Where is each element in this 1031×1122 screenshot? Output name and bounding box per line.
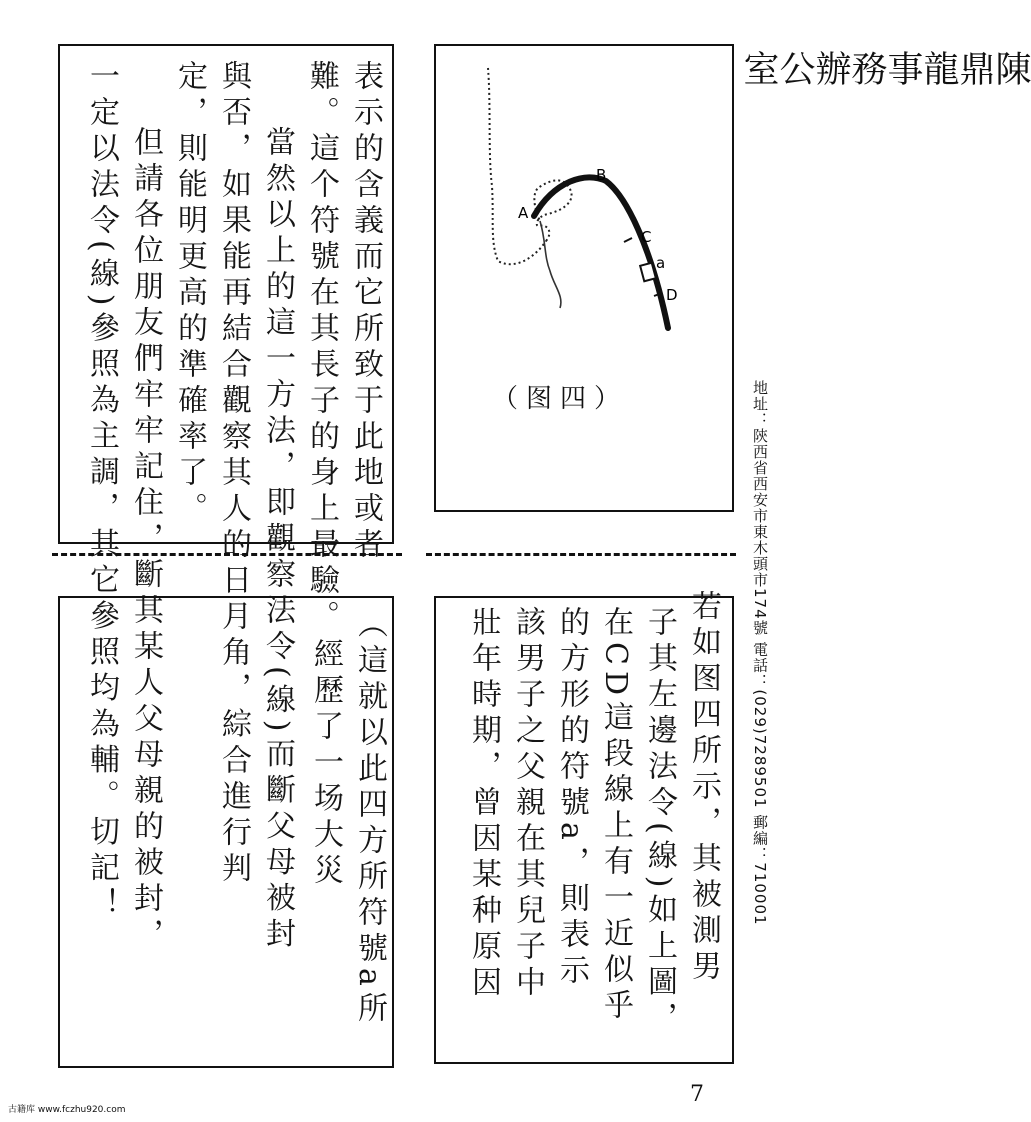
bottom-left-panel	[58, 596, 394, 1068]
bottom-right-column-5: 該男子之父親在其兒子中	[510, 606, 545, 1002]
office-contact-info: 地址：陝西省西安市東木頭市174號 電話：(029)7289501 郵編：710001	[751, 380, 769, 926]
divider-right	[426, 553, 736, 556]
bottom-right-panel	[434, 590, 734, 1064]
point-a-label: A	[518, 204, 529, 222]
bottom-right-column-3: 在CD這段線上有一近似乎	[598, 606, 633, 1026]
bottom-left-column-1: （這就以此四方所符號a所	[352, 608, 387, 1028]
point-small-a-label: a	[656, 254, 666, 272]
bottom-right-column-6: 壯年時期，曾因某种原因	[466, 606, 501, 1002]
page-number: 7	[690, 1082, 704, 1107]
text-column-7: 一定以法令(線)參照為主調，其它參照均為輔。切記！	[84, 60, 119, 924]
figure-caption: （图四）	[492, 384, 629, 414]
top-right-panel	[434, 44, 734, 512]
bottom-right-column-1: 若如图四所示，其被測男	[686, 590, 721, 986]
divider-left	[52, 553, 402, 556]
face-diagram	[436, 46, 732, 346]
point-d-label: D	[666, 286, 678, 304]
point-b-label: B	[596, 166, 607, 184]
text-column-5: 定，則能明更高的準確率了。	[172, 60, 207, 528]
footer-site: 古籍库 www.fczhu920.com	[8, 1105, 126, 1115]
point-c-label: C	[641, 228, 652, 246]
text-column-3: 當然以上的這一方法，即觀察法令(線)而斷父母被封	[260, 126, 295, 954]
bottom-right-column-2: 子其左邊法令(線)如上圖，	[642, 606, 677, 1038]
bottom-left-column-2: 經歷了一场大災	[308, 638, 343, 890]
text-column-4: 與否，如果能再結合觀察其人的日月角，綜合進行判	[216, 60, 251, 888]
text-column-1: 表示的含義而它所致于此地或者	[348, 60, 383, 564]
bottom-right-column-4: 的方形的符號a，則表示	[554, 606, 589, 990]
text-column-6: 但請各位朋友們牢牢記住，斷其某人父母親的被封，	[128, 126, 163, 954]
office-title: 陳鼎龍事務辦公室	[738, 50, 1031, 88]
text-column-2: 難。這个符號在其長子的身上最驗。	[304, 60, 339, 636]
